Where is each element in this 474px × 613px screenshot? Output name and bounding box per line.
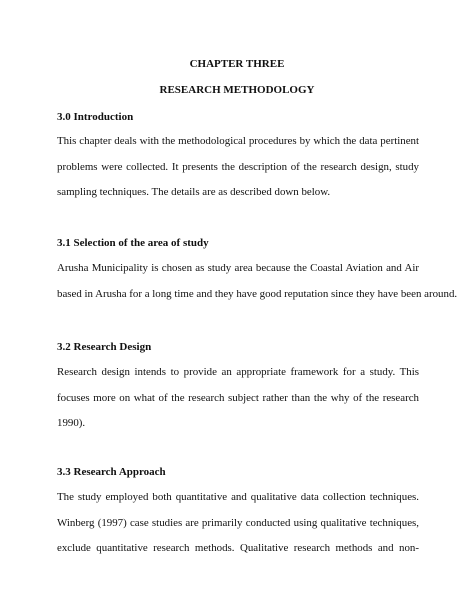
section-heading-research-design: 3.2 Research Design [57, 341, 152, 353]
paragraph-line: Research design intends to provide an appropriate framework for a study. This [57, 366, 419, 378]
section-paragraph-research-design [57, 360, 419, 437]
paragraph-line: problems were collected. It presents the description of the research design, study [57, 160, 419, 173]
paragraph-line: sampling techniques. The details are as described down below. [57, 186, 331, 198]
paragraph-line: The study employed both quantitative and qualitative data collection techniques. [57, 491, 419, 503]
chapter-subtitle: RESEARCH METHODOLOGY [159, 84, 315, 96]
section-heading-research-approach: 3.3 Research Approach [57, 466, 166, 478]
section-paragraph-area-of-study [57, 256, 458, 307]
paragraph-line: exclude quantitative research methods. Qualitative research methods and non- [57, 542, 419, 554]
paragraph-line: Arusha Municipality is chosen as study area because the Coastal Aviation and Air [57, 262, 419, 274]
section-heading-area-of-study: 3.1 Selection of the area of study [57, 237, 209, 249]
paragraph-line: focuses more on what of the research subject rather than the why of the research [57, 391, 419, 404]
section-heading-introduction: 3.0 Introduction [57, 111, 134, 123]
section-paragraph-introduction [57, 129, 419, 206]
chapter-title: CHAPTER THREE [189, 58, 285, 70]
paragraph-line: 1990). [57, 417, 86, 429]
paragraph-line: based in Arusha for a long time and they have good reputation since they have been around. [57, 287, 458, 300]
paragraph-line: Winberg (1997) case studies are primarily conducted using qualitative techniques, [57, 516, 419, 529]
paragraph-line: This chapter deals with the methodological procedures by which the data pertinent [57, 135, 419, 147]
section-paragraph-research-approach [57, 485, 419, 562]
